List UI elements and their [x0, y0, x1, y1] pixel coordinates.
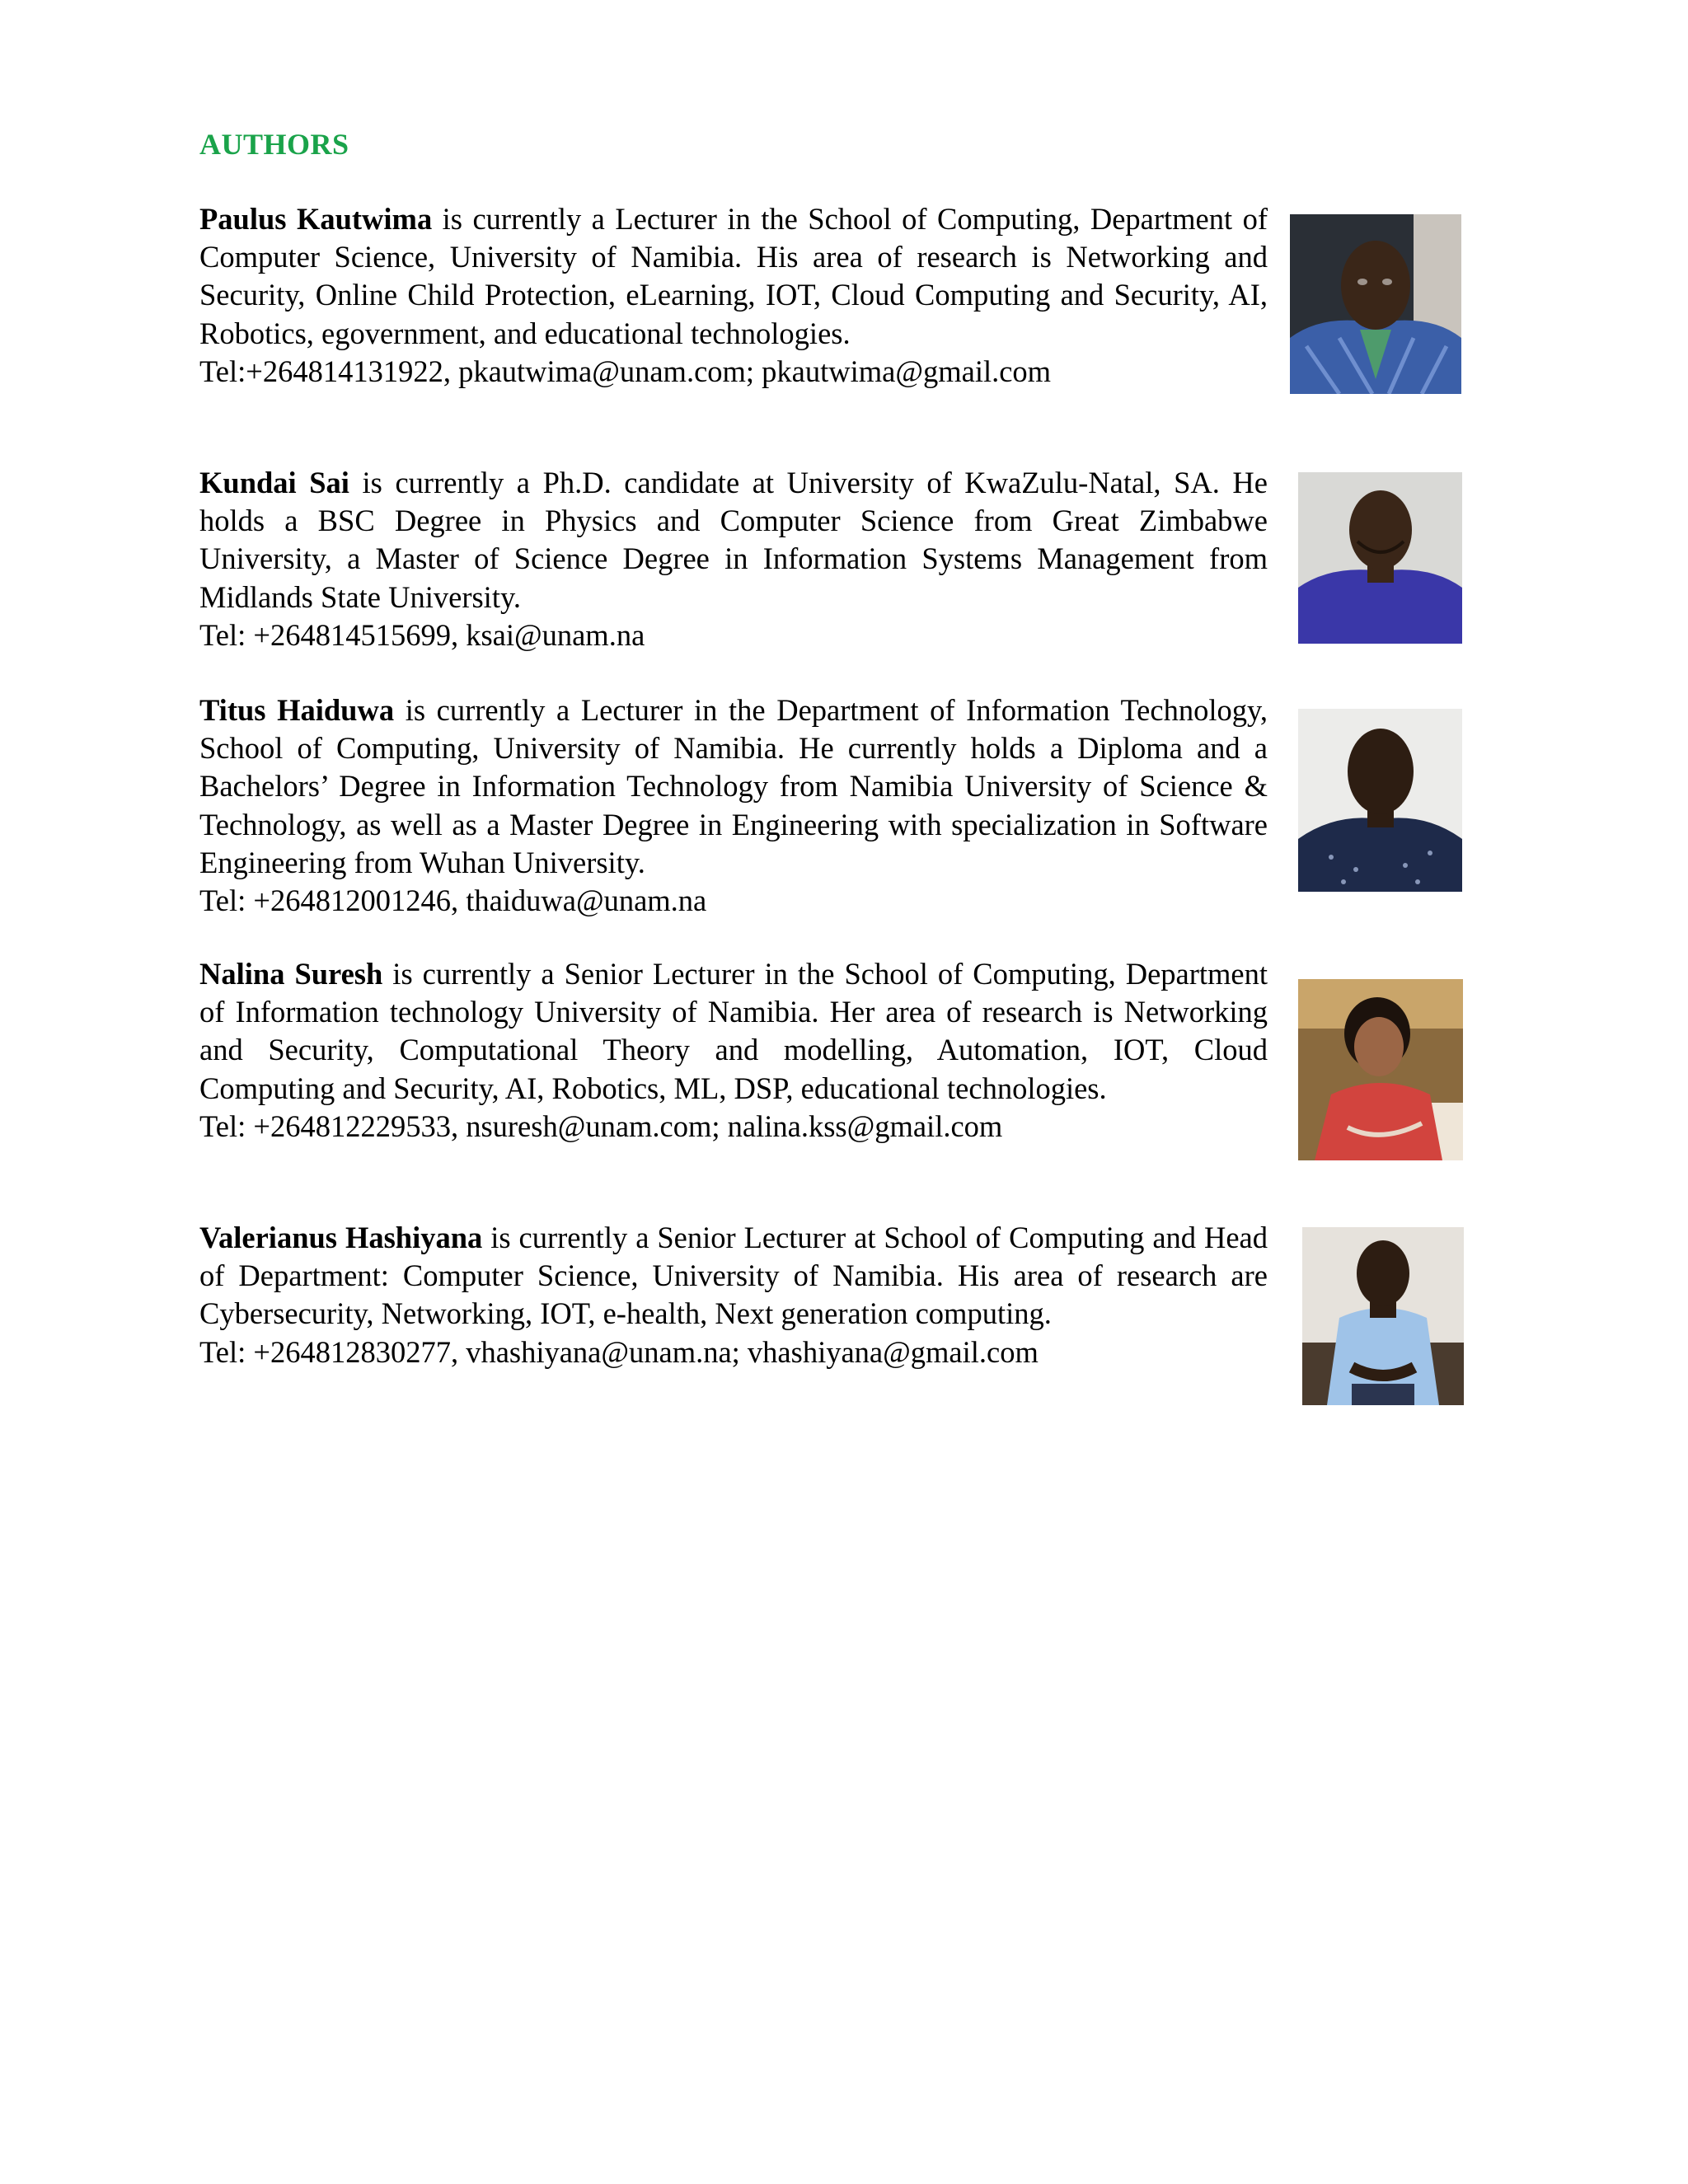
author-contact: Tel: +264812001246, thaiduwa@unam.na	[199, 883, 707, 918]
author-entry-kautwima	[199, 200, 1268, 391]
author-photo-kautwima	[1290, 214, 1461, 394]
author-name: Titus Haiduwa	[199, 693, 395, 727]
author-name: Paulus Kautwima	[199, 202, 433, 236]
author-bio-text: is currently a Senior Lecturer at School of Computing and Head of Department: Computer Science, University of Namibia. His area of research are Cybersecurity, Networking, IOT, e-health, Next generation computing.	[199, 1221, 1268, 1331]
author-entry-hashiyana	[199, 1219, 1268, 1371]
author-name: Valerianus Hashiyana	[199, 1221, 483, 1254]
author-bio-text: is currently a Lecturer in the School of Computing, Department of Computer Science, University of Namibia. His area of research is Networking and Security, Online Child Protection, eLearning, IOT, Cloud Computing and Security, AI, Robotics, egovernment, and educational technologies.	[199, 202, 1268, 350]
section-heading: AUTHORS	[199, 128, 349, 161]
author-bio-text: is currently a Ph.D. candidate at University of KwaZulu-Natal, SA. He holds a BSC Degree in Physics and Computer Science from Great Zimbabwe University, a Master of Science Degree in Information Systems Management from Midlands State University.	[199, 466, 1268, 614]
author-name: Nalina Suresh	[199, 957, 383, 991]
author-photo-haiduwa	[1298, 709, 1462, 892]
author-photo-sai	[1298, 472, 1462, 644]
author-photo-hashiyana	[1302, 1227, 1464, 1405]
author-bio	[199, 691, 1268, 882]
author-entry-haiduwa	[199, 691, 1268, 920]
author-contact: Tel: +264814515699, ksai@unam.na	[199, 617, 645, 652]
author-contact: Tel:+264814131922, pkautwima@unam.com; pkautwima@gmail.com	[199, 354, 1052, 388]
author-entry-sai	[199, 464, 1268, 654]
author-entry-suresh	[199, 955, 1268, 1146]
author-bio	[199, 1219, 1268, 1333]
author-name: Kundai Sai	[199, 466, 349, 499]
author-photo-suresh	[1298, 979, 1463, 1160]
author-bio-text: is currently a Lecturer in the Department of Information Technology, School of Computing, University of Namibia. He currently holds a Diploma and a Bachelors’ Degree in Information Technology from Namibia University of Science & Technology, as well as a Master Degree in Engineering with specialization in Software Engineering from Wuhan University.	[199, 693, 1268, 879]
author-bio	[199, 464, 1268, 616]
author-bio	[199, 200, 1268, 353]
author-bio	[199, 955, 1268, 1108]
author-contact: Tel: +264812229533, nsuresh@unam.com; nalina.kss@gmail.com	[199, 1108, 1003, 1143]
author-bio-text: is currently a Senior Lecturer in the School of Computing, Department of Information technology University of Namibia. Her area of research is Networking and Security, Computational Theory and modelling, Automation, IOT, Cloud Computing and Security, AI, Robotics, ML, DSP, educational technologies.	[199, 957, 1268, 1105]
author-contact: Tel: +264812830277, vhashiyana@unam.na; vhashiyana@gmail.com	[199, 1334, 1039, 1369]
